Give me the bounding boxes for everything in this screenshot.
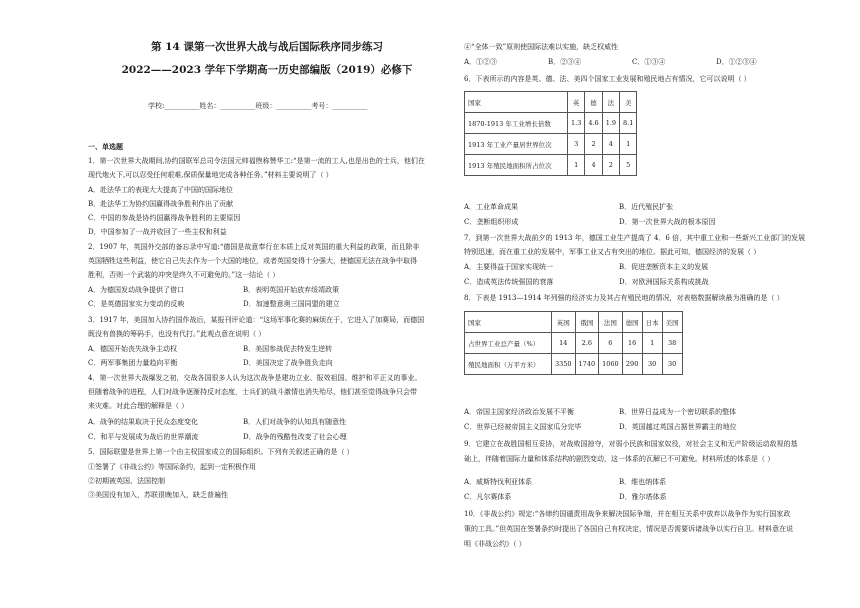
q4-option-c: C．和平与发展成为战后的世界潮流 [88, 433, 199, 441]
table-cell: 占世界工业总产量（%） [465, 333, 552, 354]
table-cell: 2 [585, 134, 602, 155]
q3-text-line: 3．1917 年，美国加入协约国作战后，某报刊评论道：“这场军事化赛的麻烦在于，它进入了加赛局，而德国 [88, 316, 425, 324]
q7-option-b: B．促进垄断资本主义的发展 [619, 263, 709, 271]
exam-subtitle: 2022——2023 学年下学期高一历史部编版（2019）必修下 [121, 64, 413, 76]
table-header-row [465, 312, 683, 333]
table-row [465, 333, 683, 354]
q6-option-b: B．近代殖民扩张 [619, 203, 674, 211]
table-header-row [465, 92, 637, 113]
q8-option-d: D．英国越过英国占据世界霸主的地位 [619, 423, 737, 431]
q3-text-line: 既没有兽换的筹码手，也没有代打。”此观点意在说明（ ） [88, 330, 266, 338]
table-header-cell: 美国 [662, 312, 682, 333]
table-cell: 16 [622, 333, 642, 354]
q5-option-c: C．①③④ [632, 58, 666, 66]
table-row [465, 113, 637, 134]
q9-option-d: D．雅尔塔体系 [619, 493, 667, 501]
table-cell: 1060 [599, 354, 623, 375]
table-cell: 38 [662, 333, 682, 354]
q5-statement-4: ④“全体一致”原则使国际法难以实施，缺乏权威性 [464, 43, 619, 51]
q6-option-c: C．垄断组织形成 [464, 218, 519, 226]
table-cell: 30 [642, 354, 662, 375]
q7-option-a: A．主要得益于国家实现统一 [464, 263, 554, 271]
q3-option-b: B．美国参战促去特发生逆转 [243, 345, 333, 353]
table-header-cell: 美 [620, 92, 637, 113]
table-row [465, 354, 683, 375]
table-cell: 2.6 [575, 333, 599, 354]
q4-option-a: A．战争的结果取决于民众态度变化 [88, 418, 199, 426]
q9-text-line: 础上，伴随着国际力量和体系结构的剧烈变动，这一体系的瓦解已不可避免。材料所述的体系是（ ） [464, 455, 775, 463]
q9-text-line: 9．它建立在战胜国相互妥协，对战败国掠夺，对弱小民族和国家奴役，对社会主义和无产阶级运动敌视的基 [464, 440, 798, 448]
table-cell: 1 [642, 333, 662, 354]
student-info-line: 学校:__________姓名：__________班级：__________考号：__________ [148, 102, 368, 110]
table-header-cell: 法 [602, 92, 619, 113]
q2-text-line: 2．1907 年，英国外交部的备忘录中写道:“德国是故意奉行在本质上反对英国的重大利益的政策，而且除非 [88, 243, 420, 251]
table-cell: 1.3 [568, 113, 585, 134]
table-cell: 1 [568, 155, 585, 176]
table-cell: 4 [602, 134, 619, 155]
section-heading: 一、单选题 [88, 142, 123, 151]
q6-text: 6．下表所示的内容是英、德、法、美四个国家工业发展和殖民地占有情况，它可以说明（ ） [464, 75, 751, 83]
q6-option-a: A．工业革命成果 [464, 203, 519, 211]
q10-text-line: 策的工具。”但英国在签署条约时提出了各国自己有权决定，情况是否需要诉诸战争以实行自卫。材料意在说 [464, 525, 794, 533]
table-cell: 1.9 [602, 113, 619, 134]
q7-option-d: D．对欧洲国际关系构成挑战 [619, 278, 709, 286]
table-row [465, 134, 637, 155]
q2-option-b: B．表明英国开始放弃绥靖政策 [243, 286, 340, 294]
q3-option-a: A．德国开始丧失战争主动权 [88, 345, 178, 353]
q9-option-c: C．凡尔赛体系 [464, 493, 512, 501]
q4-text-line: 来灾难。对此合理的解释是（ ） [88, 402, 189, 410]
q4-option-b: B．人们对战争的认知具有随意性 [243, 418, 347, 426]
q10-text-line: 明《非战公约》（ ） [464, 540, 526, 548]
q1-option-d: D．中国参加了一战并收回了一些主权和利益 [88, 228, 227, 236]
q9-option-a: A．威斯特伐利亚体系 [464, 478, 533, 486]
q8-text: 8．下表是 1913—1914 年列强的经济实力及其占有殖民地的情况，对表格数据解读最为准确的是（ ） [464, 294, 784, 302]
q5-statement-3: ③美国没有加入，苏联很晚加入，缺乏普遍性 [88, 491, 228, 499]
table-header-cell: 英国 [552, 312, 576, 333]
q4-option-d: D．战争的残酷性改变了社会心理 [243, 433, 347, 441]
q5-text-line: 5．国际联盟是世界上第一个由主权国家成立的国际组织。下列有关叙述正确的是（ ） [88, 448, 354, 456]
q10-text-line: 10．《非战公约》规定:“各缔约国谴责用战争来解决国际争端，并在相互关系中放弃以战争作为实行国家政 [464, 510, 791, 518]
q2-option-a: A．为德国发动战争提供了借口 [88, 286, 185, 294]
table-cell: 4 [585, 155, 602, 176]
q5-statement-1: ①签署了《非战公约》等国际条约，起到一定积极作用 [88, 463, 256, 471]
q4-text-line: 但随着战争的进程，人们对战争逐渐持反对态度，士兵们的战斗激情也消失殆尽，他们甚至觉得战争只会带 [88, 388, 417, 396]
table-cell: 8.1 [620, 113, 637, 134]
q2-text-line: 英国牺牲这些利益，使它自己失去作为一个大国的地位，或者英国变得十分强大，使德国无法在战争中取得 [88, 257, 417, 265]
q5-option-b: B．②③④ [548, 58, 582, 66]
table-cell: 1913 年殖民地面积所占位次 [465, 155, 568, 176]
table-cell: 殖民地面积（万平方米） [465, 354, 552, 375]
q1-option-b: B．赴法华工为协约国赢得战争胜利作出了贡献 [88, 200, 234, 208]
table-header-cell: 国家 [465, 312, 552, 333]
table-cell: 3350 [552, 354, 576, 375]
q5-statement-2: ②初期被英国、法国控制 [88, 477, 165, 485]
q1-option-c: C．中国的参战是协约国赢得战争胜利的主要原因 [88, 214, 241, 222]
q6-table [464, 91, 637, 176]
q2-option-c: C．是英德国家实力变动的反映 [88, 300, 185, 308]
table-cell: 5 [620, 155, 637, 176]
q7-option-c: C．造成英法传统强国的衰落 [464, 278, 554, 286]
table-header-cell: 德国 [622, 312, 642, 333]
table-header-cell: 俄国 [575, 312, 599, 333]
table-header-cell: 国家 [465, 92, 568, 113]
q8-table [464, 311, 683, 375]
q2-text-line: 胜利，否则一个武装的冲突是终久不可避免的。”这一结论（ ） [88, 271, 280, 279]
table-cell: 1740 [575, 354, 599, 375]
q8-option-c: C．世界已经被帝国主义国家瓜分完毕 [464, 423, 582, 431]
exam-title: 第 14 课第一次世界大战与战后国际秩序同步练习 [151, 41, 383, 53]
table-cell: 2 [602, 155, 619, 176]
table-cell: 290 [622, 354, 642, 375]
q8-option-b: B．世界日益成为一个密切联系的整体 [619, 408, 737, 416]
q9-option-b: B．维也纳体系 [619, 478, 667, 486]
q7-text-line: 特别迅速，而在重工业的发展中，军事工业又占有突出的地位。据此可知，德国经济的发展（ ） [464, 248, 761, 256]
q7-text-line: 7．到第一次世界大战前夕的 1913 年，德国工业生产提高了 4．6 倍，其中重工业和一些新兴工业部门的发展 [464, 234, 806, 242]
table-cell: 3 [568, 134, 585, 155]
q3-option-c: C．两军事集团力量趋向平衡 [88, 359, 178, 367]
table-cell: 4.6 [585, 113, 602, 134]
table-cell: 30 [662, 354, 682, 375]
table-row [465, 155, 637, 176]
q3-option-d: D．美国决定了战争胜负走向 [243, 359, 333, 367]
q5-option-a: A．①②③ [464, 58, 498, 66]
table-cell: 14 [552, 333, 576, 354]
table-header-cell: 法国 [599, 312, 623, 333]
q6-option-d: D．第一次世界大战的根本原因 [619, 218, 716, 226]
table-header-cell: 英 [568, 92, 585, 113]
q8-option-a: A．帝国主国家经济政治发展不平衡 [464, 408, 575, 416]
q1-text-line: 1．第一次世界大战期间,协约国联军总司令法国元帅福煦称赞华工:“是第一流的工人,也是出色的士兵，他们在 [88, 157, 425, 165]
q2-option-d: D．加速整意奥三国同盟的建立 [243, 300, 340, 308]
table-cell: 6 [599, 333, 623, 354]
table-header-cell: 日本 [642, 312, 662, 333]
q4-text-line: 4．第一次世界大战爆发之初，交战各国很多人认为这次战争是建功立业、报效祖国、维护和平正义的事业。 [88, 374, 422, 382]
q1-text-line: 现代炮火下,可以忍受任何艰难,保质保量地完成各种任务。”材料主要说明了（ ） [88, 171, 333, 179]
table-cell: 1 [620, 134, 637, 155]
table-cell: 1913 年工业产量居世界位次 [465, 134, 568, 155]
table-header-cell: 德 [585, 92, 602, 113]
table-cell: 1870-1913 年工业增长倍数 [465, 113, 568, 134]
q1-option-a: A．赴法华工的表现大大提高了中国的国际地位 [88, 186, 234, 194]
q5-option-d: D．①②③④ [716, 58, 757, 66]
